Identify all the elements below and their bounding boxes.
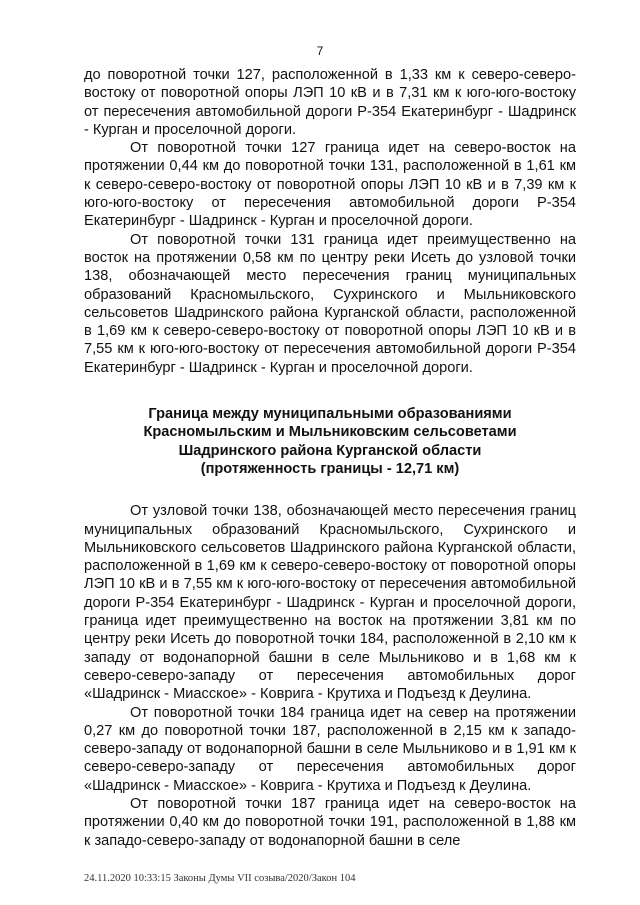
page-number: 7: [316, 44, 324, 58]
heading-boundary-length: (протяженность границы - 12,71 км): [200, 460, 460, 477]
paragraph-continuation: до поворотной точки 127, расположенной в 1,33 км к северо-северо-востоку от поворотной опоры ЛЭП 10 кВ и в 7,31 км к юго-юго-востоку от пересечения автомобильной дороги Р-354 Екатеринбург - Шадринск - Курган и проселочной дороги.: [84, 67, 576, 138]
paragraph-point-184: От поворотной точки 184 граница идет на север на протяжении 0,27 км до поворотной точки 187, расположенной в 2,15 км к западо-северо-западу от водонапорной башни в селе Мыльниково и в 1,91 км к северо-северо-западу от пересечения автомобильных дорог «Шадринск - Миасское» - Коврига - Крутиха и Подъезд к Деулина.: [84, 704, 576, 794]
section-heading: [84, 405, 576, 478]
paragraph-point-138: От узловой точки 138, обозначающей место пересечения границ муниципальных образований Красномыльского, Сухринского и Мыльниковского сельсоветов Шадринского района Курганской области, расположенной в 1,69 км к северо-северо-востоку от поворотной опоры ЛЭП 10 кВ и в 7,55 км к юго-юго-востоку от пересечения автомобильной дороги Р-354 Екатеринбург - Шадринск - Курган и проселочной дороги, граница идет преимущественно на восток на протяжении 3,81 км по центру реки Исеть до поворотной точки 184, расположенной в 2,10 км к западу от водонапорной башни в селе Мыльниково и в 1,68 км к северо-северо-западу от пересечения автомобильных дорог «Шадринск - Миасское» - Коврига - Крутиха и Подъезд к Деулина.: [84, 503, 576, 703]
document-footer: 24.11.2020 10:33:15 Законы Думы VII созыва/2020/Закон 104: [84, 873, 356, 884]
document-body: [84, 66, 576, 850]
paragraph-point-131: От поворотной точки 131 граница идет преимущественно на восток на протяжении 0,58 км по центру реки Исеть до узловой точки 138, обозначающей место пересечения границ муниципальных образований Красномыльского, Сухринского и Мыльниковского сельсоветов Шадринского района Курганской области, расположенной в 1,69 км к северо-северо-востоку от поворотной опоры ЛЭП 10 кВ и в 7,55 км к юго-юго-востоку от пересечения автомобильной дороги Р-354 Екатеринбург - Шадринск - Курган и проселочной дороги.: [84, 231, 576, 376]
paragraph-point-187: От поворотной точки 187 граница идет на северо-восток на протяжении 0,40 км до поворотной точки 191, расположенной в 1,88 км к западо-северо-западу от водонапорной башни в селе: [84, 795, 576, 849]
heading-line: Красномыльским и Мыльниковским сельсоветами: [143, 424, 517, 441]
heading-line: Шадринского района Курганской области: [178, 442, 482, 459]
heading-line: Граница между муниципальными образованиями: [148, 406, 512, 423]
paragraph-point-127: От поворотной точки 127 граница идет на северо-восток на протяжении 0,44 км до поворотной точки 131, расположенной в 1,61 км к северо-северо-востоку от поворотной опоры ЛЭП 10 кВ и в 7,39 км к юго-юго-востоку от пересечения автомобильной дороги Р-354 Екатеринбург - Шадринск - Курган и проселочной дороги.: [84, 140, 576, 230]
